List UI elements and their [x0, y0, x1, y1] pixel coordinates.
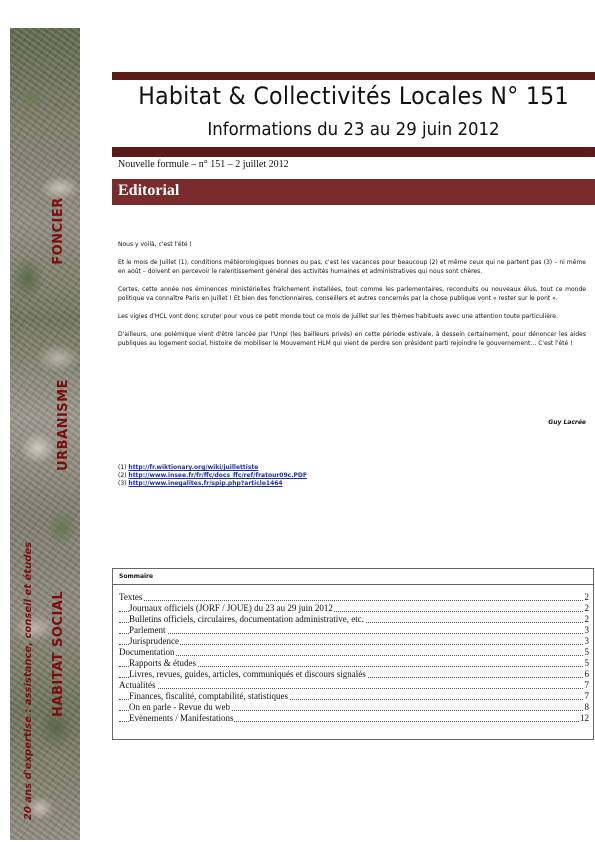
toc-entry-label: Parlement	[129, 625, 166, 635]
toc-entry-page: 7	[584, 691, 589, 701]
toc-entry-label: Finances, fiscalité, comptabilité, statistiques	[129, 691, 288, 701]
toc-entry-page: 6	[584, 669, 589, 679]
toc-entry-page: 5	[584, 658, 589, 668]
toc-title: Sommaire	[113, 569, 593, 585]
toc-entry-label: Bulletins officiels, circulaires, documentation administrative, etc.	[129, 614, 365, 624]
issue-line: Nouvelle formule – n° 151 – 2 juillet 2012	[118, 159, 289, 170]
toc-entry-page: 8	[584, 702, 589, 712]
toc-entry-label: Actualités	[119, 680, 156, 690]
toc-entry[interactable]	[119, 680, 589, 691]
editorial-paragraph-4: Les vigies d'HCL vont donc scruter pour vous ce petit monde tout ce mois de juillet sur les thèmes habituels avec une attention toute particulière.	[118, 313, 558, 320]
sidebar-label-foncier: FONCIER	[51, 197, 66, 265]
section-title: Editorial	[118, 182, 180, 199]
editorial-paragraph-5: D'ailleurs, une polémique vient d'être lancée par l'Unpi (les bailleurs privés) en cette période estivale, à dessein certainement, pour dénoncer les aides publiques au logement social, histoire de mobiliser le Mouvement HLM qui vient de perdre son président parti rejoindre le gouvernement… C'est l'été !	[118, 331, 586, 347]
toc-entry[interactable]	[119, 625, 589, 636]
header-bottom-bar	[112, 147, 595, 157]
toc-entry-label: Textes	[119, 592, 143, 602]
editorial-body	[118, 240, 586, 357]
toc-entry-label: Evènements / Manifestations	[129, 713, 234, 723]
reference-number: (2)	[118, 472, 127, 479]
header-top-bar	[112, 72, 595, 80]
reference-item	[118, 480, 307, 488]
sidebar-label-habitat-social: HABITAT SOCIAL	[51, 590, 66, 717]
toc-entry[interactable]	[119, 603, 589, 614]
toc-entry[interactable]	[119, 592, 589, 603]
page-subtitle: Informations du 23 au 29 juin 2012	[207, 119, 500, 140]
reference-link[interactable]: http://www.insee.fr/fr/ffc/docs_ffc/ref/fratour09c.PDF	[128, 472, 307, 479]
toc-entry[interactable]	[119, 691, 589, 702]
toc-entry-label: Jurisprudence	[129, 636, 179, 646]
toc-entry-page: 2	[584, 614, 589, 624]
reference-link[interactable]: http://fr.wiktionary.org/wiki/juillettiste	[128, 464, 259, 471]
toc-entry[interactable]	[119, 702, 589, 713]
toc-entry-page: 5	[584, 647, 589, 657]
reference-number: (1)	[118, 464, 127, 471]
toc-entry-page: 12	[580, 713, 589, 723]
editorial-paragraph-2: Et le mois de Juillet (1), conditions météorologiques bonnes ou pas, c'est les vacances pour beaucoup (2) et même ceux qui ne partent pas (3) – ni même en août – doivent en percevoir le ralentissement général des activités humaines et administratives qui nous sont chères.	[118, 259, 586, 275]
toc-entry-page: 3	[584, 636, 589, 646]
editorial-paragraph-3: Certes, cette année nos éminences ministérielles fraîchement installées, tout comme les parlementaires, reconduits ou nouveaux élus, tout ce monde politique va connaître Paris en Juillet ! Et bien des fonctionnaires, conseillers et autres concernés par la chose publique vont « rester sur le pont ».	[118, 286, 586, 302]
toc-entry-page: 2	[584, 603, 589, 613]
toc-entry-label: On en parle - Revue du web	[129, 702, 230, 712]
editorial-paragraph-1: Nous y voilà, c'est l'été !	[118, 241, 192, 248]
toc-entry[interactable]	[119, 713, 589, 724]
reference-item	[118, 472, 307, 480]
toc-entry-label: Documentation	[119, 647, 175, 657]
sidebar-tagline: 20 ans d'expertise : assistance, conseil et études	[23, 541, 34, 821]
toc-entry[interactable]	[119, 658, 589, 669]
sidebar-label-urbanisme: URBANISME	[56, 379, 71, 471]
toc-entry[interactable]	[119, 669, 589, 680]
section-banner	[112, 179, 595, 205]
reference-number: (3)	[118, 480, 127, 487]
page-title: Habitat & Collectivités Locales N° 151	[138, 82, 569, 110]
toc-entry-page: 3	[584, 625, 589, 635]
toc-entry[interactable]	[119, 647, 589, 658]
toc-entry-label: Journaux officiels (JORF / JOUE) du 23 au 29 juin 2012	[129, 603, 333, 613]
table-of-contents	[112, 568, 594, 740]
aerial-photo-strip	[10, 28, 80, 840]
toc-entry[interactable]	[119, 636, 589, 647]
toc-entry-label: Rapports & études	[129, 658, 196, 668]
author-signature: Guy Lacrée	[548, 419, 586, 426]
references-list	[118, 464, 307, 488]
reference-link[interactable]: http://www.inegalites.fr/spip.php?article1464	[128, 480, 283, 487]
toc-entry-page: 2	[584, 592, 589, 602]
toc-entry-label: Livres, revues, guides, articles, communiqués et discours signalés	[129, 669, 366, 679]
toc-entry-page: 7	[584, 680, 589, 690]
reference-item	[118, 464, 307, 472]
toc-list	[113, 585, 593, 724]
toc-entry[interactable]	[119, 614, 589, 625]
